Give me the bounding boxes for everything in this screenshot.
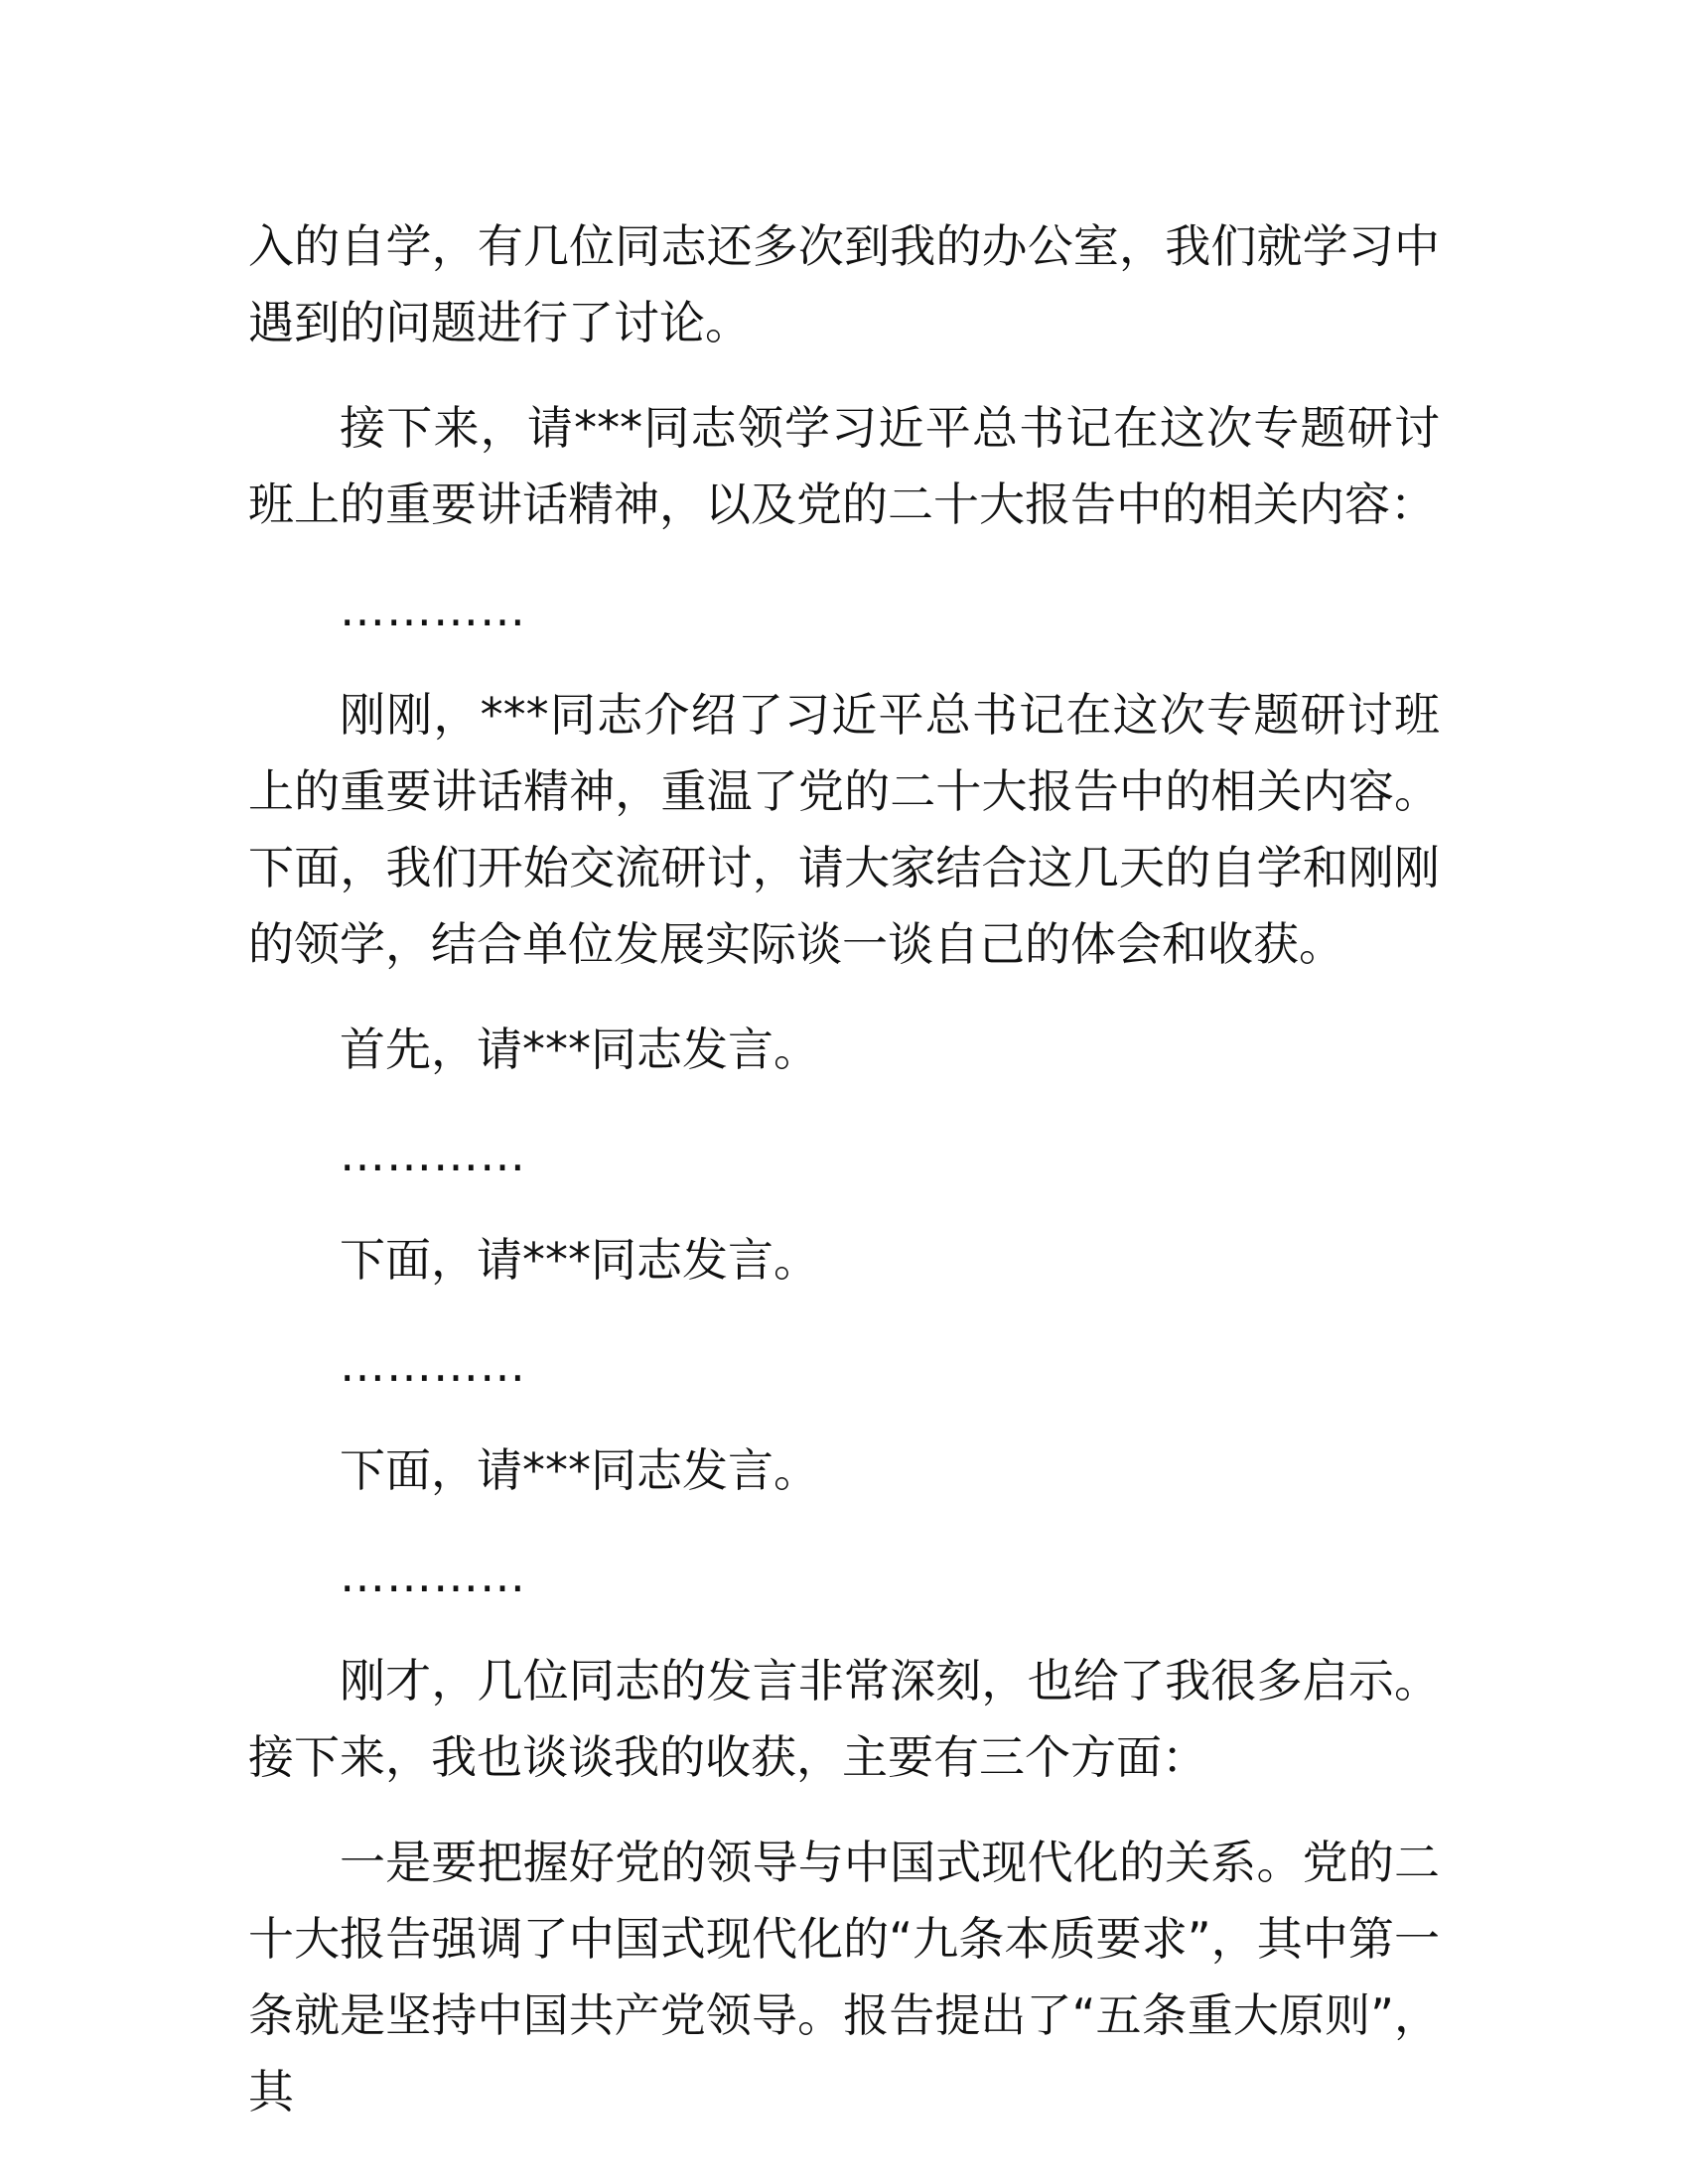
ellipsis-line: ………… [340,1128,526,1181]
paragraph-next-speaker: 下面，请***同志发言。 [340,1443,819,1497]
ellipsis-line: ………… [340,583,526,636]
paragraph-continuation: 入的自学，有几位同志还多次到我的办公室，我们就学习中遇到的问题进行了讨论。 [248,219,1440,349]
paragraph-first-speaker: 首先，请***同志发言。 [340,1023,819,1076]
ellipsis-line: ………… [340,1338,526,1392]
ellipsis-line: ………… [340,1549,526,1602]
paragraph-point-one: 一是要把握好党的领导与中国式现代化的关系。党的二十大报告强调了中国式现代化的“九条本质要求”，其中第一条就是坚持中国共产党领导。报告提出了“五条重大原则”，其 [248,1836,1440,2118]
document-body [248,208,1440,2159]
paragraph-lead-study: 接下来，请***同志领学习近平总书记在这次专题研讨班上的重要讲话精神，以及党的二十大报告中的相关内容： [248,401,1440,531]
paragraph-summary-intro: 刚才，几位同志的发言非常深刻，也给了我很多启示。接下来，我也谈谈我的收获，主要有三个方面： [248,1654,1440,1784]
paragraph-discussion-intro: 刚刚，***同志介绍了习近平总书记在这次专题研讨班上的重要讲话精神，重温了党的二十大报告中的相关内容。下面，我们开始交流研讨，请大家结合这几天的自学和刚刚的领学，结合单位发展实际谈一谈自己的体会和收获。 [248,688,1440,971]
paragraph-next-speaker: 下面，请***同志发言。 [340,1233,819,1287]
